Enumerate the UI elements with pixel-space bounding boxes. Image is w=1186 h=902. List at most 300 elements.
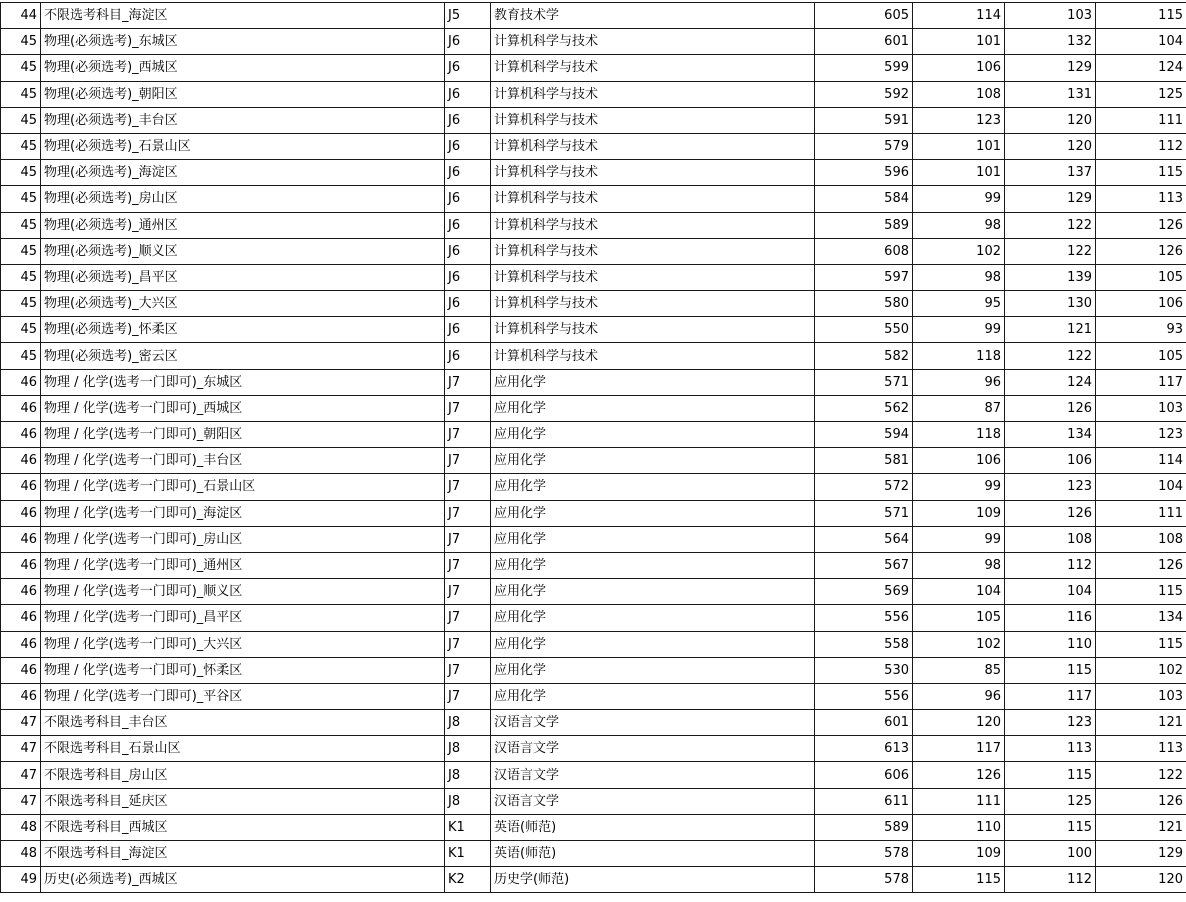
major-name-cell: 应用化学 [491, 448, 815, 474]
score-3-cell: 105 [1096, 343, 1186, 369]
major-code-cell: J6 [445, 107, 491, 133]
group-number-cell: 48 [1, 841, 41, 867]
score-3-cell: 113 [1096, 736, 1186, 762]
major-name-cell: 汉语言文学 [491, 788, 815, 814]
score-2-cell: 122 [1005, 238, 1096, 264]
group-number-cell: 45 [1, 212, 41, 238]
score-3-cell: 103 [1096, 395, 1186, 421]
score-1-cell: 106 [913, 448, 1005, 474]
major-name-cell: 应用化学 [491, 395, 815, 421]
major-code-cell: J7 [445, 448, 491, 474]
score-3-cell: 115 [1096, 160, 1186, 186]
subject-requirement-district-cell: 物理(必须选考)_房山区 [41, 186, 445, 212]
group-number-cell: 45 [1, 317, 41, 343]
table-row [1, 605, 1186, 631]
score-1-cell: 85 [913, 657, 1005, 683]
major-code-cell: J6 [445, 238, 491, 264]
table-row [1, 526, 1186, 552]
group-number-cell: 45 [1, 29, 41, 55]
major-name-cell: 应用化学 [491, 683, 815, 709]
subject-requirement-district-cell: 不限选考科目_延庆区 [41, 788, 445, 814]
major-name-cell: 应用化学 [491, 422, 815, 448]
group-number-cell: 46 [1, 474, 41, 500]
score-2-cell: 115 [1005, 657, 1096, 683]
group-number-cell: 46 [1, 552, 41, 578]
subject-requirement-district-cell: 物理(必须选考)_通州区 [41, 212, 445, 238]
major-name-cell: 应用化学 [491, 369, 815, 395]
major-code-cell: J7 [445, 474, 491, 500]
total-score-cell: 530 [815, 657, 913, 683]
group-number-cell: 47 [1, 736, 41, 762]
score-1-cell: 98 [913, 212, 1005, 238]
subject-requirement-district-cell: 不限选考科目_石景山区 [41, 736, 445, 762]
total-score-cell: 582 [815, 343, 913, 369]
group-number-cell: 46 [1, 526, 41, 552]
major-name-cell: 计算机科学与技术 [491, 264, 815, 290]
score-2-cell: 125 [1005, 788, 1096, 814]
subject-requirement-district-cell: 物理 / 化学(选考一门即可)_大兴区 [41, 631, 445, 657]
score-1-cell: 111 [913, 788, 1005, 814]
score-1-cell: 102 [913, 631, 1005, 657]
table-row [1, 841, 1186, 867]
major-code-cell: J6 [445, 55, 491, 81]
major-name-cell: 计算机科学与技术 [491, 133, 815, 159]
total-score-cell: 596 [815, 160, 913, 186]
group-number-cell: 46 [1, 369, 41, 395]
subject-requirement-district-cell: 物理 / 化学(选考一门即可)_顺义区 [41, 579, 445, 605]
score-2-cell: 124 [1005, 369, 1096, 395]
group-number-cell: 46 [1, 579, 41, 605]
score-1-cell: 104 [913, 579, 1005, 605]
score-1-cell: 98 [913, 552, 1005, 578]
score-3-cell: 93 [1096, 317, 1186, 343]
score-1-cell: 101 [913, 29, 1005, 55]
major-name-cell: 计算机科学与技术 [491, 291, 815, 317]
total-score-cell: 605 [815, 3, 913, 29]
score-3-cell: 117 [1096, 369, 1186, 395]
score-2-cell: 110 [1005, 631, 1096, 657]
major-code-cell: J7 [445, 605, 491, 631]
score-3-cell: 111 [1096, 500, 1186, 526]
table-row [1, 500, 1186, 526]
subject-requirement-district-cell: 物理(必须选考)_朝阳区 [41, 81, 445, 107]
major-code-cell: J7 [445, 369, 491, 395]
group-number-cell: 45 [1, 160, 41, 186]
major-name-cell: 计算机科学与技术 [491, 160, 815, 186]
score-table [0, 2, 1186, 893]
total-score-cell: 599 [815, 55, 913, 81]
major-code-cell: J7 [445, 500, 491, 526]
score-2-cell: 126 [1005, 500, 1096, 526]
subject-requirement-district-cell: 物理 / 化学(选考一门即可)_昌平区 [41, 605, 445, 631]
score-1-cell: 117 [913, 736, 1005, 762]
group-number-cell: 45 [1, 291, 41, 317]
major-code-cell: J8 [445, 710, 491, 736]
major-name-cell: 汉语言文学 [491, 710, 815, 736]
table-row [1, 552, 1186, 578]
score-3-cell: 125 [1096, 81, 1186, 107]
major-name-cell: 教育技术学 [491, 3, 815, 29]
major-name-cell: 计算机科学与技术 [491, 212, 815, 238]
group-number-cell: 46 [1, 448, 41, 474]
score-3-cell: 113 [1096, 186, 1186, 212]
score-3-cell: 112 [1096, 133, 1186, 159]
total-score-cell: 608 [815, 238, 913, 264]
total-score-cell: 591 [815, 107, 913, 133]
subject-requirement-district-cell: 物理(必须选考)_怀柔区 [41, 317, 445, 343]
total-score-cell: 578 [815, 841, 913, 867]
table-row [1, 133, 1186, 159]
score-1-cell: 109 [913, 841, 1005, 867]
subject-requirement-district-cell: 物理(必须选考)_海淀区 [41, 160, 445, 186]
score-3-cell: 115 [1096, 579, 1186, 605]
major-name-cell: 计算机科学与技术 [491, 29, 815, 55]
score-1-cell: 98 [913, 264, 1005, 290]
score-1-cell: 99 [913, 186, 1005, 212]
table-row [1, 710, 1186, 736]
major-code-cell: J8 [445, 762, 491, 788]
major-name-cell: 计算机科学与技术 [491, 81, 815, 107]
table-body [1, 3, 1186, 893]
major-name-cell: 历史学(师范) [491, 867, 815, 893]
major-name-cell: 计算机科学与技术 [491, 55, 815, 81]
score-2-cell: 120 [1005, 133, 1096, 159]
major-name-cell: 应用化学 [491, 552, 815, 578]
table-row [1, 317, 1186, 343]
score-3-cell: 104 [1096, 474, 1186, 500]
major-name-cell: 应用化学 [491, 500, 815, 526]
total-score-cell: 562 [815, 395, 913, 421]
score-1-cell: 99 [913, 317, 1005, 343]
major-code-cell: J6 [445, 29, 491, 55]
score-2-cell: 123 [1005, 710, 1096, 736]
score-2-cell: 121 [1005, 317, 1096, 343]
subject-requirement-district-cell: 物理 / 化学(选考一门即可)_怀柔区 [41, 657, 445, 683]
total-score-cell: 592 [815, 81, 913, 107]
major-code-cell: J5 [445, 3, 491, 29]
score-3-cell: 126 [1096, 552, 1186, 578]
table-row [1, 29, 1186, 55]
score-2-cell: 108 [1005, 526, 1096, 552]
major-name-cell: 计算机科学与技术 [491, 343, 815, 369]
score-2-cell: 139 [1005, 264, 1096, 290]
score-2-cell: 126 [1005, 395, 1096, 421]
subject-requirement-district-cell: 不限选考科目_海淀区 [41, 3, 445, 29]
total-score-cell: 594 [815, 422, 913, 448]
total-score-cell: 569 [815, 579, 913, 605]
table-row [1, 579, 1186, 605]
major-name-cell: 应用化学 [491, 526, 815, 552]
group-number-cell: 46 [1, 422, 41, 448]
major-name-cell: 英语(师范) [491, 814, 815, 840]
score-1-cell: 105 [913, 605, 1005, 631]
score-1-cell: 102 [913, 238, 1005, 264]
major-code-cell: J6 [445, 160, 491, 186]
group-number-cell: 45 [1, 133, 41, 159]
group-number-cell: 46 [1, 683, 41, 709]
score-2-cell: 122 [1005, 343, 1096, 369]
group-number-cell: 45 [1, 264, 41, 290]
major-name-cell: 计算机科学与技术 [491, 186, 815, 212]
subject-requirement-district-cell: 物理 / 化学(选考一门即可)_房山区 [41, 526, 445, 552]
major-code-cell: J7 [445, 395, 491, 421]
score-3-cell: 115 [1096, 631, 1186, 657]
total-score-cell: 580 [815, 291, 913, 317]
table-row [1, 107, 1186, 133]
score-2-cell: 123 [1005, 474, 1096, 500]
total-score-cell: 567 [815, 552, 913, 578]
score-1-cell: 126 [913, 762, 1005, 788]
subject-requirement-district-cell: 物理 / 化学(选考一门即可)_东城区 [41, 369, 445, 395]
score-3-cell: 121 [1096, 814, 1186, 840]
subject-requirement-district-cell: 物理 / 化学(选考一门即可)_丰台区 [41, 448, 445, 474]
group-number-cell: 45 [1, 55, 41, 81]
total-score-cell: 572 [815, 474, 913, 500]
table-row [1, 814, 1186, 840]
major-code-cell: J7 [445, 683, 491, 709]
score-3-cell: 129 [1096, 841, 1186, 867]
major-code-cell: J6 [445, 317, 491, 343]
score-3-cell: 122 [1096, 762, 1186, 788]
score-3-cell: 108 [1096, 526, 1186, 552]
score-2-cell: 103 [1005, 3, 1096, 29]
group-number-cell: 46 [1, 657, 41, 683]
score-1-cell: 123 [913, 107, 1005, 133]
total-score-cell: 556 [815, 683, 913, 709]
total-score-cell: 611 [815, 788, 913, 814]
major-name-cell: 计算机科学与技术 [491, 317, 815, 343]
table-row [1, 736, 1186, 762]
score-3-cell: 126 [1096, 238, 1186, 264]
score-3-cell: 126 [1096, 788, 1186, 814]
score-2-cell: 117 [1005, 683, 1096, 709]
score-2-cell: 112 [1005, 552, 1096, 578]
total-score-cell: 601 [815, 710, 913, 736]
major-code-cell: J7 [445, 657, 491, 683]
score-2-cell: 131 [1005, 81, 1096, 107]
subject-requirement-district-cell: 物理(必须选考)_丰台区 [41, 107, 445, 133]
subject-requirement-district-cell: 不限选考科目_丰台区 [41, 710, 445, 736]
total-score-cell: 558 [815, 631, 913, 657]
score-1-cell: 118 [913, 422, 1005, 448]
group-number-cell: 47 [1, 710, 41, 736]
group-number-cell: 45 [1, 186, 41, 212]
score-1-cell: 120 [913, 710, 1005, 736]
major-name-cell: 应用化学 [491, 579, 815, 605]
major-name-cell: 计算机科学与技术 [491, 107, 815, 133]
score-1-cell: 108 [913, 81, 1005, 107]
major-code-cell: J8 [445, 736, 491, 762]
subject-requirement-district-cell: 历史(必须选考)_西城区 [41, 867, 445, 893]
subject-requirement-district-cell: 物理 / 化学(选考一门即可)_平谷区 [41, 683, 445, 709]
major-code-cell: J7 [445, 631, 491, 657]
major-name-cell: 应用化学 [491, 657, 815, 683]
score-1-cell: 87 [913, 395, 1005, 421]
group-number-cell: 46 [1, 395, 41, 421]
total-score-cell: 581 [815, 448, 913, 474]
score-3-cell: 104 [1096, 29, 1186, 55]
major-name-cell: 汉语言文学 [491, 736, 815, 762]
major-name-cell: 英语(师范) [491, 841, 815, 867]
group-number-cell: 45 [1, 238, 41, 264]
table-row [1, 343, 1186, 369]
major-code-cell: J8 [445, 788, 491, 814]
subject-requirement-district-cell: 物理(必须选考)_大兴区 [41, 291, 445, 317]
subject-requirement-district-cell: 物理 / 化学(选考一门即可)_海淀区 [41, 500, 445, 526]
score-3-cell: 105 [1096, 264, 1186, 290]
group-number-cell: 45 [1, 81, 41, 107]
major-code-cell: J6 [445, 343, 491, 369]
total-score-cell: 589 [815, 814, 913, 840]
score-2-cell: 115 [1005, 814, 1096, 840]
score-2-cell: 134 [1005, 422, 1096, 448]
total-score-cell: 556 [815, 605, 913, 631]
score-1-cell: 99 [913, 474, 1005, 500]
score-3-cell: 106 [1096, 291, 1186, 317]
score-1-cell: 96 [913, 369, 1005, 395]
group-number-cell: 46 [1, 500, 41, 526]
score-2-cell: 130 [1005, 291, 1096, 317]
score-3-cell: 124 [1096, 55, 1186, 81]
total-score-cell: 601 [815, 29, 913, 55]
total-score-cell: 613 [815, 736, 913, 762]
score-1-cell: 115 [913, 867, 1005, 893]
score-3-cell: 103 [1096, 683, 1186, 709]
major-code-cell: J6 [445, 212, 491, 238]
subject-requirement-district-cell: 不限选考科目_海淀区 [41, 841, 445, 867]
total-score-cell: 584 [815, 186, 913, 212]
score-1-cell: 101 [913, 160, 1005, 186]
subject-requirement-district-cell: 物理(必须选考)_昌平区 [41, 264, 445, 290]
major-code-cell: K2 [445, 867, 491, 893]
score-1-cell: 109 [913, 500, 1005, 526]
score-1-cell: 96 [913, 683, 1005, 709]
table-row [1, 762, 1186, 788]
subject-requirement-district-cell: 不限选考科目_西城区 [41, 814, 445, 840]
score-3-cell: 120 [1096, 867, 1186, 893]
table-row [1, 291, 1186, 317]
table-row [1, 474, 1186, 500]
score-1-cell: 106 [913, 55, 1005, 81]
group-number-cell: 49 [1, 867, 41, 893]
table-row [1, 422, 1186, 448]
major-code-cell: J6 [445, 81, 491, 107]
score-3-cell: 111 [1096, 107, 1186, 133]
table-row [1, 55, 1186, 81]
subject-requirement-district-cell: 不限选考科目_房山区 [41, 762, 445, 788]
major-code-cell: J6 [445, 133, 491, 159]
subject-requirement-district-cell: 物理(必须选考)_顺义区 [41, 238, 445, 264]
major-code-cell: J7 [445, 579, 491, 605]
table-row [1, 631, 1186, 657]
subject-requirement-district-cell: 物理(必须选考)_西城区 [41, 55, 445, 81]
group-number-cell: 46 [1, 631, 41, 657]
subject-requirement-district-cell: 物理 / 化学(选考一门即可)_朝阳区 [41, 422, 445, 448]
table-row [1, 238, 1186, 264]
score-3-cell: 123 [1096, 422, 1186, 448]
score-1-cell: 114 [913, 3, 1005, 29]
score-2-cell: 132 [1005, 29, 1096, 55]
group-number-cell: 44 [1, 3, 41, 29]
group-number-cell: 46 [1, 605, 41, 631]
table-row [1, 186, 1186, 212]
score-2-cell: 112 [1005, 867, 1096, 893]
subject-requirement-district-cell: 物理 / 化学(选考一门即可)_西城区 [41, 395, 445, 421]
score-3-cell: 134 [1096, 605, 1186, 631]
major-code-cell: J7 [445, 526, 491, 552]
score-3-cell: 126 [1096, 212, 1186, 238]
major-name-cell: 计算机科学与技术 [491, 238, 815, 264]
total-score-cell: 589 [815, 212, 913, 238]
major-code-cell: K1 [445, 814, 491, 840]
score-3-cell: 115 [1096, 3, 1186, 29]
major-name-cell: 应用化学 [491, 631, 815, 657]
score-2-cell: 129 [1005, 55, 1096, 81]
subject-requirement-district-cell: 物理 / 化学(选考一门即可)_通州区 [41, 552, 445, 578]
table-row [1, 264, 1186, 290]
total-score-cell: 597 [815, 264, 913, 290]
group-number-cell: 45 [1, 343, 41, 369]
score-1-cell: 101 [913, 133, 1005, 159]
score-2-cell: 100 [1005, 841, 1096, 867]
table-row [1, 369, 1186, 395]
subject-requirement-district-cell: 物理(必须选考)_东城区 [41, 29, 445, 55]
total-score-cell: 579 [815, 133, 913, 159]
group-number-cell: 48 [1, 814, 41, 840]
table-row [1, 81, 1186, 107]
major-code-cell: J7 [445, 552, 491, 578]
major-name-cell: 应用化学 [491, 474, 815, 500]
score-2-cell: 116 [1005, 605, 1096, 631]
table-row [1, 3, 1186, 29]
major-code-cell: J7 [445, 422, 491, 448]
score-3-cell: 114 [1096, 448, 1186, 474]
major-code-cell: J6 [445, 291, 491, 317]
score-2-cell: 129 [1005, 186, 1096, 212]
table-row [1, 657, 1186, 683]
total-score-cell: 550 [815, 317, 913, 343]
subject-requirement-district-cell: 物理 / 化学(选考一门即可)_石景山区 [41, 474, 445, 500]
total-score-cell: 606 [815, 762, 913, 788]
table-row [1, 448, 1186, 474]
score-3-cell: 102 [1096, 657, 1186, 683]
score-2-cell: 113 [1005, 736, 1096, 762]
table-row [1, 788, 1186, 814]
group-number-cell: 47 [1, 788, 41, 814]
table-row [1, 683, 1186, 709]
major-name-cell: 汉语言文学 [491, 762, 815, 788]
score-2-cell: 122 [1005, 212, 1096, 238]
score-1-cell: 95 [913, 291, 1005, 317]
score-3-cell: 121 [1096, 710, 1186, 736]
major-code-cell: J6 [445, 264, 491, 290]
table-row [1, 395, 1186, 421]
score-1-cell: 118 [913, 343, 1005, 369]
total-score-cell: 578 [815, 867, 913, 893]
score-2-cell: 137 [1005, 160, 1096, 186]
table-row [1, 867, 1186, 893]
total-score-cell: 564 [815, 526, 913, 552]
major-name-cell: 应用化学 [491, 605, 815, 631]
total-score-cell: 571 [815, 369, 913, 395]
subject-requirement-district-cell: 物理(必须选考)_石景山区 [41, 133, 445, 159]
score-2-cell: 120 [1005, 107, 1096, 133]
score-2-cell: 104 [1005, 579, 1096, 605]
total-score-cell: 571 [815, 500, 913, 526]
score-1-cell: 110 [913, 814, 1005, 840]
group-number-cell: 47 [1, 762, 41, 788]
table-row [1, 212, 1186, 238]
